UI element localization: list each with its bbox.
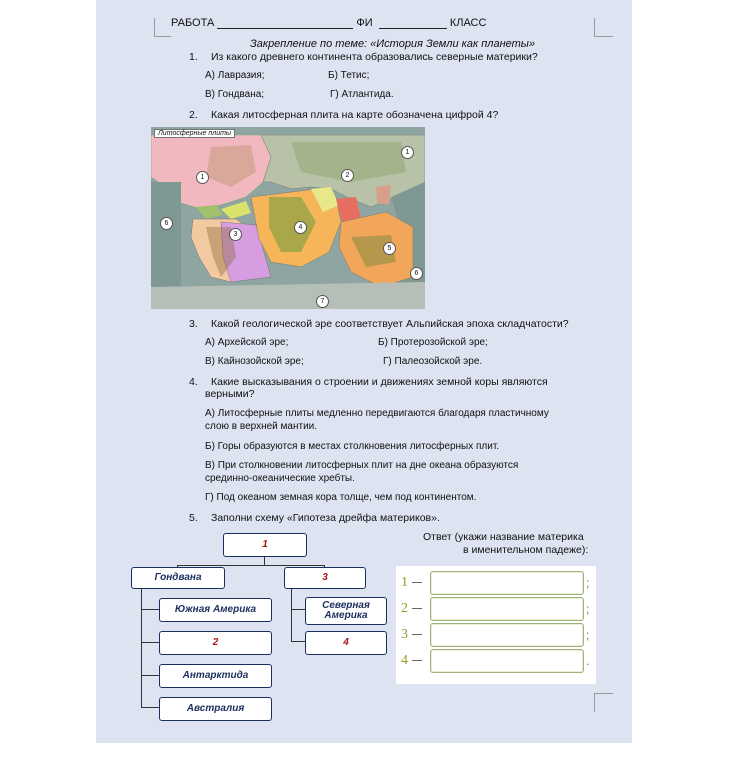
q1-option-a[interactable]: А) Лавразия; [205,70,265,81]
map-label-5: 5 [383,242,396,255]
question-4-number: 4. [189,376,198,388]
scheme-north-america: Северная Америка [305,597,387,625]
work-blank[interactable] [217,18,353,29]
q4-statement-b[interactable]: Б) Горы образуются в местах столкновения литосферных плит. [205,441,500,452]
scheme-australia: Австралия [159,697,272,721]
map-label-3: 3 [229,228,242,241]
connector [291,588,292,642]
map-label-4: 4 [294,221,307,234]
scheme-blank-4[interactable]: 4 [305,631,387,655]
q4-statement-a-line2: слою в верхней мантии. [205,421,318,432]
connector [141,588,142,708]
q3-option-a[interactable]: А) Архейской эре; [205,337,289,348]
q3-option-c[interactable]: В) Кайнозойской эре; [205,356,304,367]
scheme-south-america: Южная Америка [159,598,272,622]
question-4-text-line1: Какие высказывания о строении и движениях земной коры являются [211,376,548,388]
map-label-2: 2 [341,169,354,182]
answer-end: ; [586,576,590,590]
scheme-antarctica: Антарктида [159,664,272,688]
answer-row [396,649,596,673]
work-label: РАБОТА [171,17,215,29]
map-label-1-b: 1 [401,146,414,159]
answer-field-4[interactable] [430,649,584,673]
map-label-6-a: 6 [160,217,173,230]
answer-end: ; [586,628,590,642]
answer-row [396,571,596,595]
answer-number: 2 [401,601,408,616]
connector [141,707,159,708]
corner-mark-bottom-right [594,693,613,712]
connector [177,565,325,566]
plates-map [151,127,425,309]
answer-number: 4 [401,653,408,668]
answer-field-3[interactable] [430,623,584,647]
q1-option-c[interactable]: В) Гондвана; [205,89,265,100]
answer-row [396,623,596,647]
name-blank[interactable] [379,18,447,29]
q4-statement-a-line1[interactable]: А) Литосферные плиты медленно передвигаются благодаря пластичному [205,408,549,419]
answer-field-2[interactable] [430,597,584,621]
answer-dash [412,608,422,609]
answer-dash [412,660,422,661]
q4-statement-c-line1[interactable]: В) При столкновении литосферных плит на дне океана образуются [205,460,519,471]
scheme-gondwana: Гондвана [131,567,225,589]
answer-number: 3 [401,627,408,642]
q1-option-b[interactable]: Б) Тетис; [328,70,370,81]
corner-mark-top-right [594,18,613,37]
question-4-text-line2: верными? [205,388,255,400]
question-2-number: 2. [189,109,198,121]
question-5-text: Заполни схему «Гипотеза дрейфа материков». [211,512,440,524]
answer-row [396,597,596,621]
q3-option-d[interactable]: Г) Палеозойской эре. [383,356,483,367]
answer-panel [396,566,596,684]
question-3-text: Какой геологической эре соответствует Альпийская эпоха складчатости? [211,318,569,330]
answer-dash [412,634,422,635]
question-1-text: Из какого древнего континента образовались северные материки? [211,51,538,63]
scheme-blank-1[interactable]: 1 [223,533,307,557]
scheme-blank-3[interactable]: 3 [284,567,366,589]
header-line [171,17,486,29]
question-5-number: 5. [189,512,198,524]
answer-number: 1 [401,575,408,590]
q4-statement-c-line2: срединно-океанические хребты. [205,473,355,484]
scheme-blank-2[interactable]: 2 [159,631,272,655]
answer-title-line1: Ответ (укажи название материка [423,531,584,543]
answer-field-1[interactable] [430,571,584,595]
question-1-number: 1. [189,51,198,63]
q4-statement-d[interactable]: Г) Под океаном земная кора толще, чем под континентом. [205,492,477,503]
plates-map-drawing [151,127,425,309]
question-2-text: Какая литосферная плита на карте обозначена цифрой 4? [211,109,499,121]
connector [141,609,159,610]
map-label-1-a: 1 [196,171,209,184]
corner-mark-top-left [154,18,171,37]
question-3-number: 3. [189,318,198,330]
connector [141,675,159,676]
answer-end: . [586,654,590,668]
connector [291,609,305,610]
map-label-7: 7 [316,295,329,308]
map-label-6-b: 6 [410,267,423,280]
topic-title: Закрепление по теме: «История Земли как планеты» [250,38,536,50]
q1-option-d[interactable]: Г) Атлантида. [330,89,394,100]
class-label: КЛАСС [449,17,487,29]
q3-option-b[interactable]: Б) Протерозойской эре; [378,337,488,348]
name-label: ФИ [356,17,373,29]
connector [141,642,159,643]
answer-end: ; [586,602,590,616]
answer-title-line2: в именительном падеже): [463,544,589,556]
map-title: Литосферные плиты [154,129,235,138]
connector [291,641,305,642]
answer-dash [412,582,422,583]
